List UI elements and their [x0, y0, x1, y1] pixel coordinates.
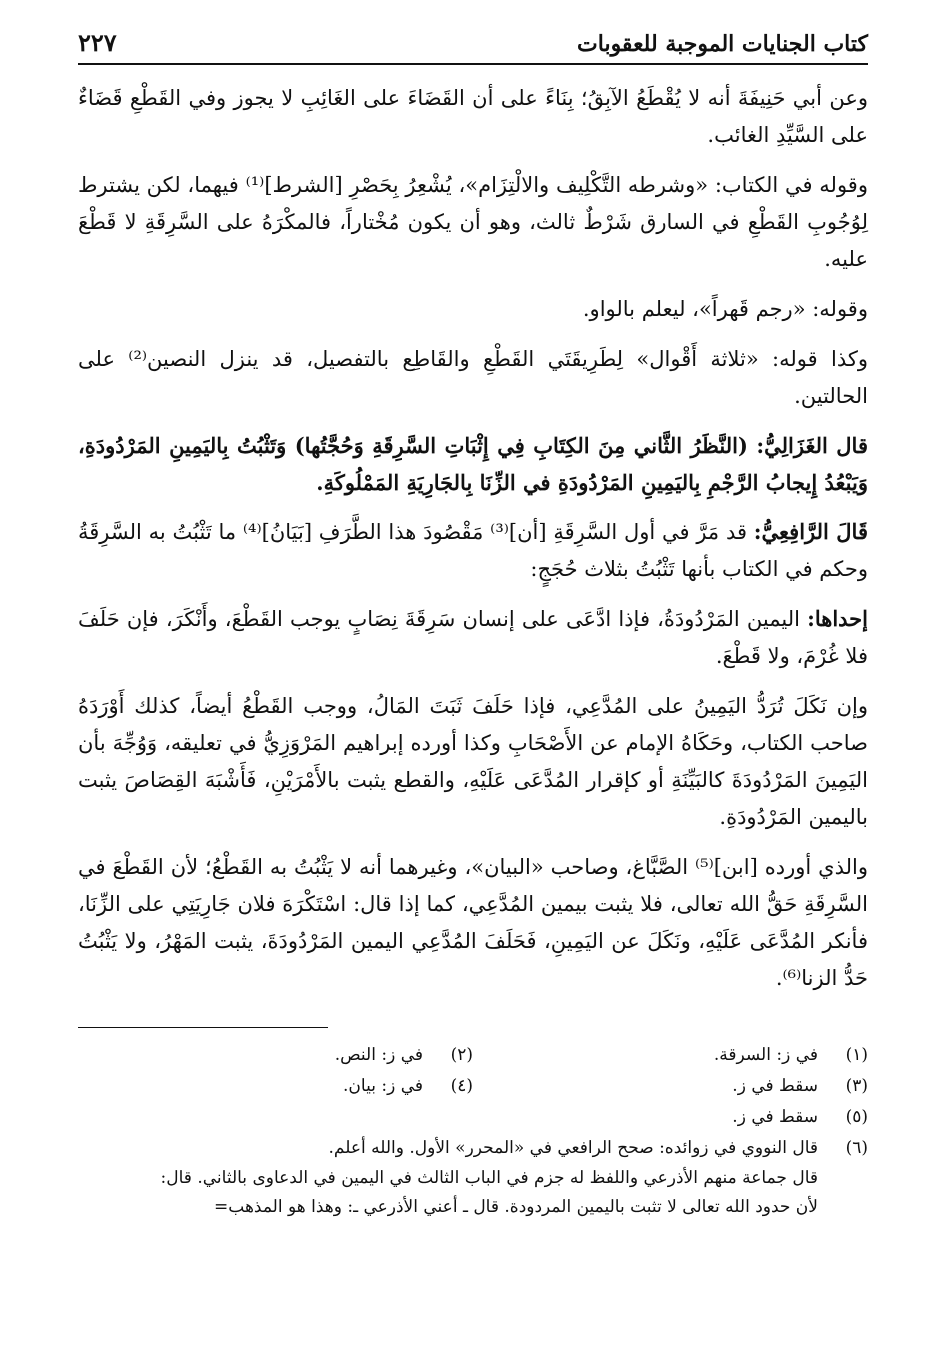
footnote-row: [78, 1102, 868, 1133]
footnote-6: (٦) قال النووي في زوائده: صحح الرافعي في «المحرر» الأول. والله أعلم.: [328, 1138, 868, 1158]
paragraph: وقوله في الكتاب: «وشرطه التَّكْلِيف والالْتِزَام»، يُشْعِرُ بِحَصْرِ [الشرط]⁽¹⁾ فيهما، لكن يشترط لِوُجُوبِ القَطْعِ في السارق شَرْطٌ ثالث، وهو أن يكون مُخْتاراً، فالمكْرَهُ على السَّرِقَةِ لا قَطْعَ عليه.: [78, 173, 868, 271]
footnote-1: (١) في ز: السرقة.: [713, 1045, 868, 1065]
footnote-row: [78, 1040, 868, 1071]
footnote-4: (٤) في ز: بيان.: [343, 1076, 473, 1096]
footnote-5: (٥) سقط في ز.: [732, 1107, 868, 1127]
paragraph: قَالَ الرَّافِعِيُّ: قد مَرَّ في أول السَّرِقَةِ [أن]⁽³⁾ مَقْصُودَ هذا الطَّرَفِ [بَيَانُ]⁽⁴⁾ ما تَثْبُتُ به السَّرِقَةُ وحكم في الكتاب بأنها تَثْبُتُ بثلاث حُجَجٍ:: [78, 519, 868, 581]
paragraph: والذي أورده [ابن]⁽⁵⁾ الصَّبَّاغ، وصاحب «البيان»، وغيرهما أنه لا يَثْبُتُ به القَطْعُ؛ لأن القَطْعَ في السَّرِقَةِ حَقُّ الله تعالى، فلا يثبت بيمين المُدَّعِي، كما إذا قال: اسْتَكْرَهَ فلان جَارِيَتِي على الزِّنَا، فأنكر المُدَّعَى عَلَيْهِ، ونَكَلَ عن اليَمِينِ، فَحَلَفَ المُدَّعِي اليمين المَرْدُودَةَ، يثبت المَهْرُ، ولا يَثْبُتُ حَدُّ الزنا⁽⁶⁾.: [78, 855, 868, 990]
footnote-row: [78, 1071, 868, 1102]
paragraph: وإن نَكَلَ تُرَدُّ اليَمِينُ على المُدَّعِي، فإذا حَلَفَ ثَبَتَ المَالُ، ووجب القَطْعُ أيضاً، كذلك أَوْرَدَهُ صاحب الكتاب، وحَكَاهُ الإمام عن الأَصْحَابِ وكذا أورده إبراهيم المَرْوَزِيُّ في تعليقه، وَوُجِّهَ بأن اليَمِينَ المَرْدُودَةَ كالبَيِّنَةِ أو كإقرار المُدَّعَى عَلَيْهِ، والقطع يثبت بالأَمْرَيْنِ، فَأَشْبَهَ القِصَاصَ يثبت باليمين المَرْدُودَةِ.: [78, 694, 868, 829]
paragraph: وعن أبي حَنِيفَةَ أنه لا يُقْطَعُ الآبِقُ؛ بِنَاءً على أن القَضَاءَ على الغَائِبِ لا يجوز وفي القَطْعِ قَضَاءٌ على السَّيِّدِ الغائب.: [78, 86, 868, 147]
footnote-row: [78, 1133, 868, 1164]
book-title: كتاب الجنايات الموجبة للعقوبات: [577, 31, 868, 57]
footnote-continuation-line: لأن حدود الله تعالى لا تثبت باليمين المردودة. قال ـ أعني الأذرعي ـ: وهذا هو المذهب=: [214, 1197, 818, 1217]
paragraph: إحداها: اليمين المَرْدُودَةُ، فإذا ادَّعَى على إنسان سَرِقَةَ نِصَابٍ يوجب القَطْعَ، وأَنْكَرَ، فإن حَلَفَ فلا غُرْمَ، ولا قَطْعَ.: [78, 606, 868, 668]
main-text: [78, 79, 868, 997]
page-number: ٢٢٧: [78, 28, 117, 57]
paragraph: وكذا قوله: «ثلاثة أَقْوال» لِطَرِيقَتَي القَطْعِ والقَاطِع بالتفصيل، قد ينزل النصين⁽²⁾ على الحالتين.: [78, 347, 868, 408]
footnote-2: (٢) في ز: النص.: [334, 1045, 473, 1065]
ghazali-quote: قال الغَزَالِيُّ: (النَّظَرُ الثَّاني مِنَ الكِتَابِ فِي إِثْبَاتِ السَّرِقَةِ وَحُجَّتُها) وَتَثْبُتُ بِاليَمِينِ المَرْدُودَةِ، وَيَبْعُدُ إِيجابُ الرَّجْمِ بِاليَمِينِ المَرْدُودَةِ في الزِّنَا بِالجَارِيَةِ المَمْلُوكَةِ.: [78, 433, 868, 495]
first-proof-lead: إحداها:: [807, 606, 868, 631]
document-page: [78, 28, 868, 1222]
running-header: [78, 28, 868, 65]
footnote-continuation-line: قال جماعة منهم الأذرعي واللفظ له جزم في الباب الثالث في اليمين في الدعاوى بالثاني. قال:: [160, 1168, 818, 1188]
footnote-separator: [78, 1027, 328, 1028]
footnote-3: (٣) سقط في ز.: [732, 1076, 868, 1096]
rafii-lead: قَالَ الرَّافِعِيُّ:: [753, 519, 868, 544]
paragraph: وقوله: «رجم قَهراً»، ليعلم بالواو.: [582, 297, 868, 321]
footnotes: [78, 1040, 868, 1222]
